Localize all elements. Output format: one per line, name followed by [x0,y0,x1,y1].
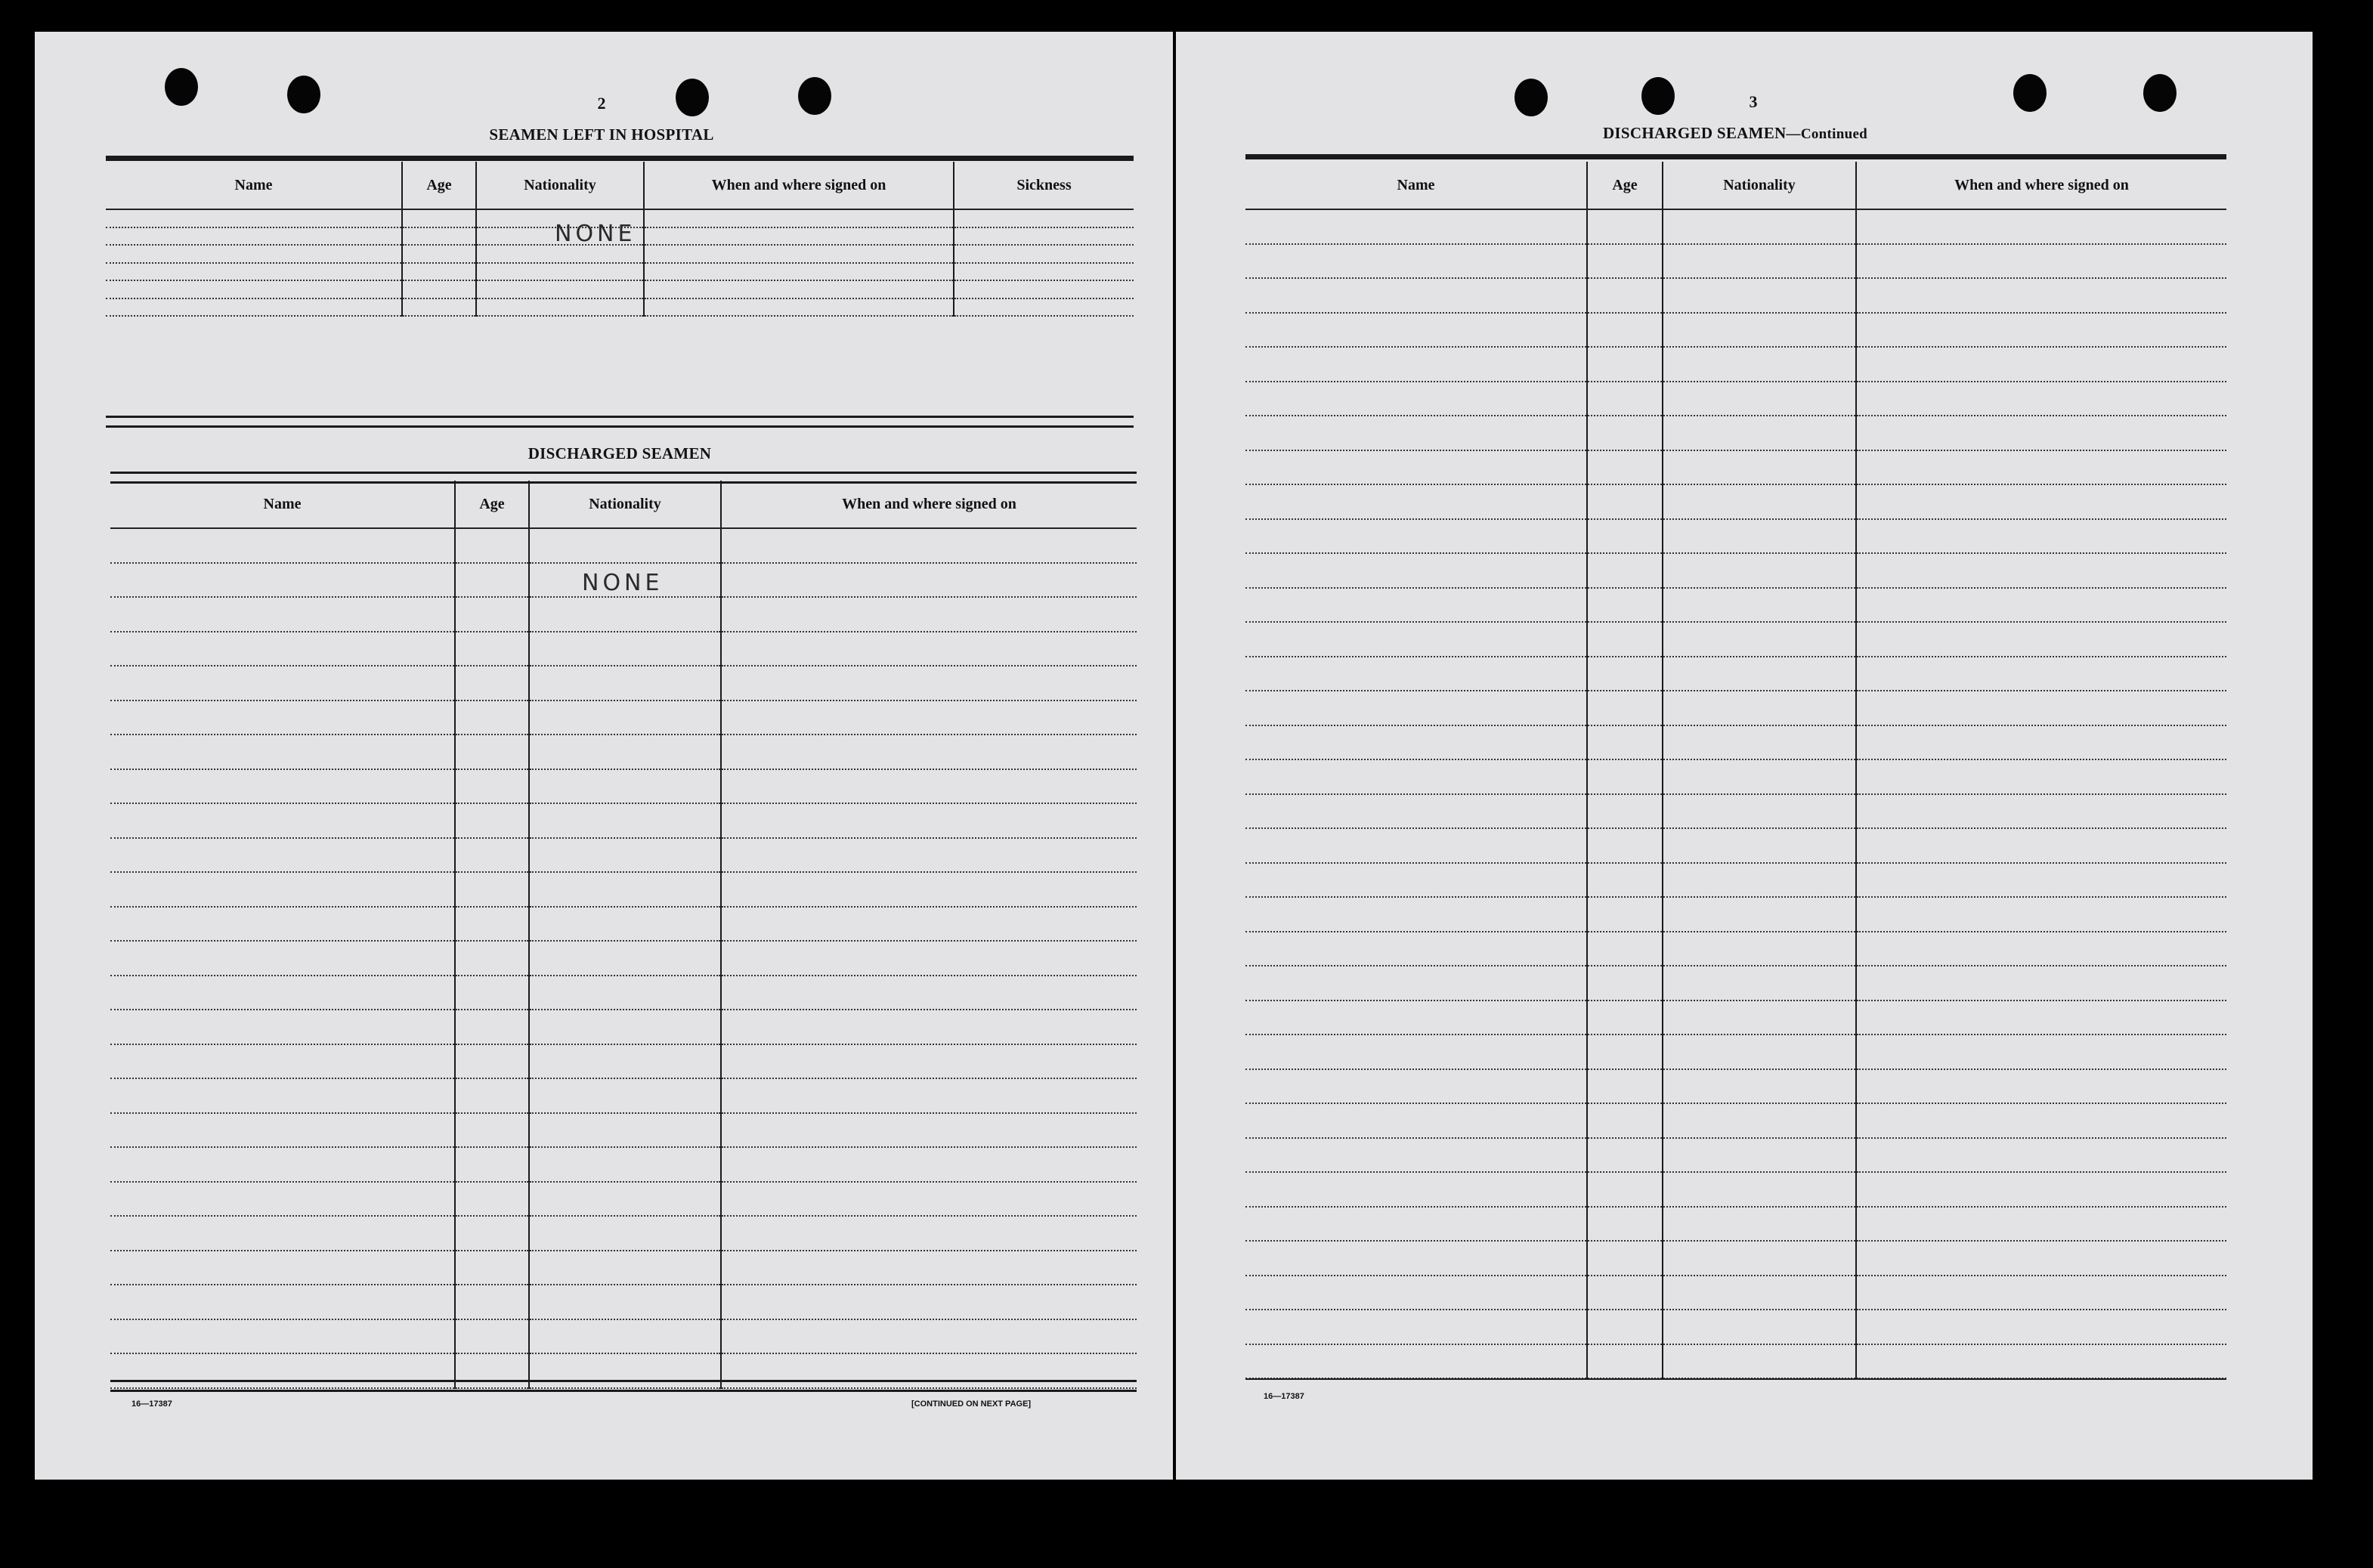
table-row [1245,1035,2226,1069]
column-header-age: Age [455,481,529,528]
table-row [1245,1344,2226,1379]
table-row [1245,1241,2226,1276]
table-row [110,1044,1137,1079]
table-row [1245,519,2226,554]
table-row [110,1113,1137,1148]
right-page [1176,32,2313,1480]
table-row [110,872,1137,907]
table-row [110,735,1137,769]
table-row [1245,932,2226,966]
table-row [110,1285,1137,1319]
table-row [1245,382,2226,416]
table-row [110,1216,1137,1251]
table-row [106,280,1134,298]
table-row [106,263,1134,281]
table-row [1245,209,2226,244]
table-row [1245,450,2226,485]
table-row [1245,759,2226,794]
table-row [1245,897,2226,932]
table-row [1245,863,2226,898]
table-row [1245,1276,2226,1310]
column-header-age: Age [402,162,476,209]
column-header-nationality: Nationality [476,162,644,209]
table-row [110,941,1137,976]
discharged-table [110,481,1137,1389]
column-header-name: Name [1245,162,1587,209]
table-row [1245,278,2226,313]
table-row [1245,588,2226,623]
table-row [1245,1310,2226,1344]
hospital-section-title: SEAMEN LEFT IN HOSPITAL [489,125,714,144]
punch-hole [798,77,831,115]
discharged-continued-table [1245,162,2226,1379]
table-row [1245,416,2226,450]
table-row [110,838,1137,873]
table-row [110,597,1137,632]
column-header-signed-on: When and where signed on [1856,162,2226,209]
table-row [1245,244,2226,279]
table-row [110,700,1137,735]
page-number: 3 [1749,92,1758,111]
table-row [1245,553,2226,588]
form-number: 16—17387 [1264,1392,1304,1401]
table-row [110,1078,1137,1113]
table-row [110,1010,1137,1044]
table-row [1245,313,2226,348]
table-row [110,1147,1137,1182]
punch-hole [676,79,709,116]
column-header-signed-on: When and where signed on [644,162,954,209]
table-row [110,976,1137,1010]
table-row [1245,1138,2226,1173]
punch-hole [2013,74,2047,112]
table-row [1245,1069,2226,1104]
table-row [106,245,1134,263]
punch-hole [1514,79,1548,116]
table-row [1245,484,2226,519]
table-row [1245,794,2226,829]
table-row [110,1251,1137,1285]
punch-hole [2143,74,2177,112]
punch-hole [1641,77,1675,115]
table-row [110,907,1137,942]
table-row [110,528,1137,563]
table-row [1245,1103,2226,1138]
punch-hole [287,76,320,113]
table-row [110,769,1137,804]
table-row [110,1182,1137,1217]
column-header-nationality: Nationality [1663,162,1856,209]
table-row [110,632,1137,666]
punch-hole [165,68,198,106]
table-row [1245,622,2226,657]
table-bottom-rule [1245,1378,2226,1380]
hospital-table-top-rule [106,156,1134,161]
table-row [110,803,1137,838]
left-page [35,32,1173,1480]
continued-note: [CONTINUED ON NEXT PAGE] [911,1399,1032,1409]
table-row [1245,347,2226,382]
table-row [1245,691,2226,725]
section-title-main: DISCHARGED SEAMEN [1602,124,1787,142]
section-title-suffix: —Continued [1786,126,1868,142]
table-row [1245,657,2226,691]
table-row [1245,1172,2226,1207]
column-header-nationality: Nationality [529,481,721,528]
form-number: 16—17387 [131,1399,172,1409]
handwritten-none: NONE [582,570,664,596]
table-row [110,666,1137,700]
table-row [1245,1000,2226,1035]
column-header-name: Name [110,481,455,528]
discharged-continued-title [1471,124,2000,143]
discharged-section-title: DISCHARGED SEAMEN [528,444,712,462]
table-row [1245,1207,2226,1242]
table-top-rule [1245,154,2226,159]
column-header-sickness: Sickness [954,162,1134,209]
page-number: 2 [597,94,606,113]
column-header-age: Age [1587,162,1663,209]
column-header-signed-on: When and where signed on [721,481,1137,528]
discharged-table-bottom-rule [110,1380,1137,1392]
table-row [1245,828,2226,863]
table-row [110,1319,1137,1354]
table-row [1245,966,2226,1000]
table-row [1245,725,2226,760]
handwritten-none: NONE [555,221,636,247]
hospital-table-bottom-rule [106,416,1134,428]
table-row [106,298,1134,317]
column-header-name: Name [106,162,402,209]
